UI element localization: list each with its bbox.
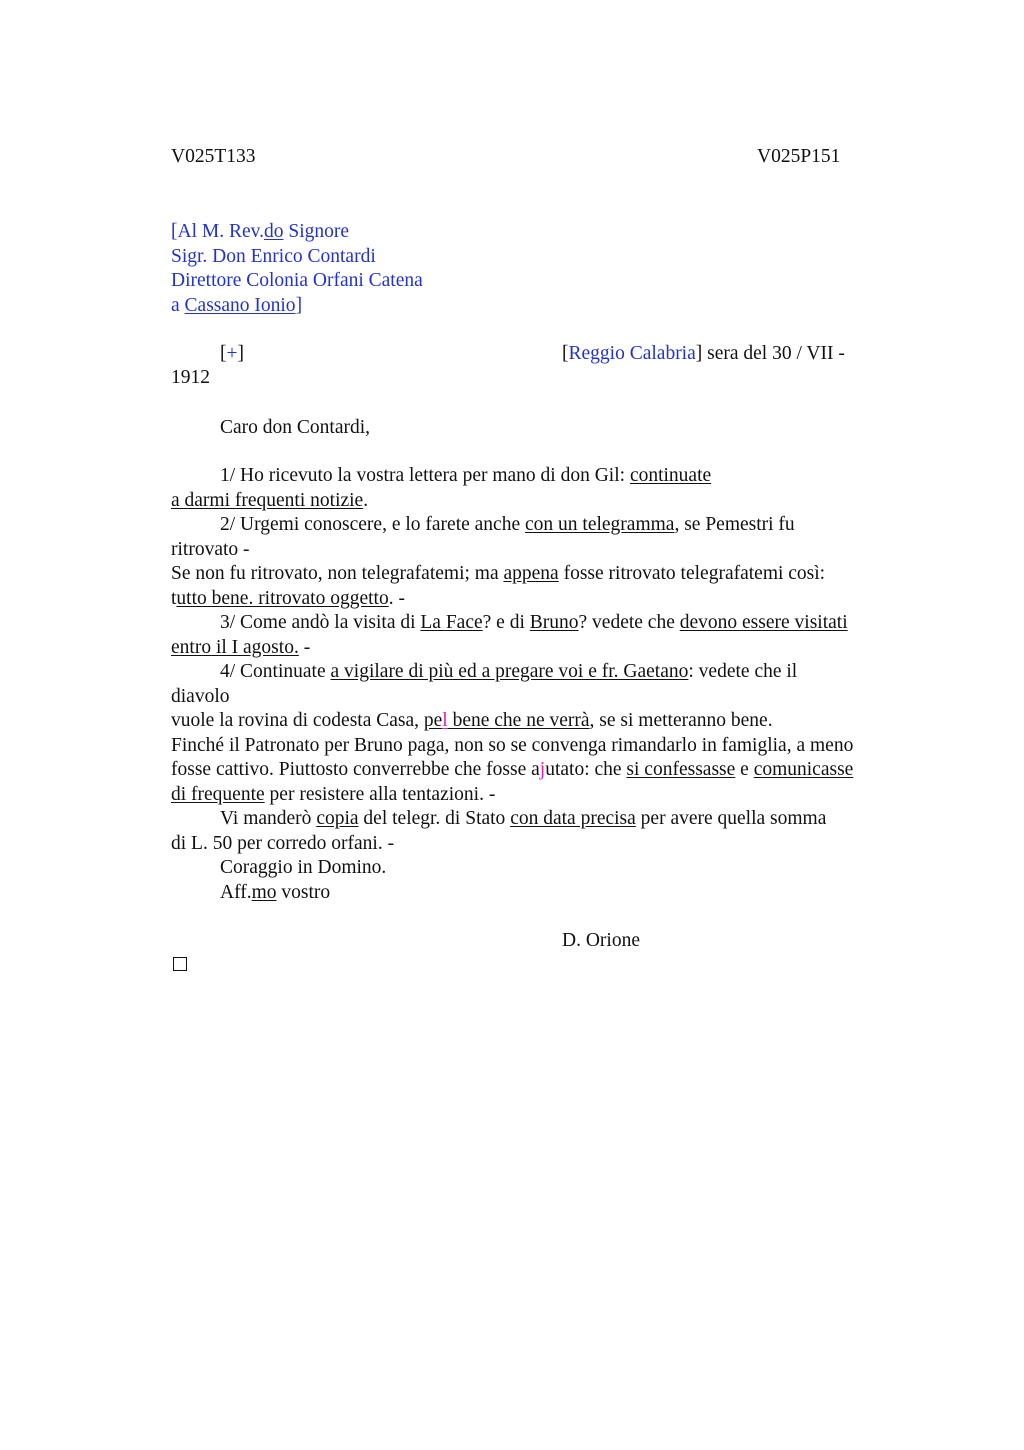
body-line: entro il I agosto. - xyxy=(171,636,311,658)
dateline-year: 1912 xyxy=(171,367,210,388)
body-line: 2/ Urgemi conoscere, e lo farete anche con un telegramma, se Pemestri fu xyxy=(220,514,795,535)
address-line-1: [Al M. Rev.do Signore xyxy=(171,221,350,242)
body-line: a darmi frequenti notizie. xyxy=(171,489,369,511)
address-line-3: Direttore Colonia Orfani Catena xyxy=(171,270,423,291)
address-line-2: Sigr. Don Enrico Contardi xyxy=(171,245,376,267)
cross-mark: [+] xyxy=(220,343,244,364)
end-box-icon xyxy=(173,957,187,971)
body-line: di L. 50 per corredo orfani. - xyxy=(171,832,395,854)
body-line: Se non fu ritrovato, non telegrafatemi; ma appena fosse ritrovato telegrafatemi così: xyxy=(171,563,826,584)
signature: D. Orione xyxy=(562,930,640,951)
recipient-address xyxy=(171,220,423,318)
body-line: Vi manderò copia del telegr. di Stato con data precisa per avere quella somma xyxy=(220,808,827,829)
body-line: di frequente per resistere alla tentazioni. - xyxy=(171,783,496,805)
body-line: 3/ Come andò la visita di La Face? e di Bruno? vedete che devono essere visitati xyxy=(220,612,848,633)
header-left-code: V025T133 xyxy=(171,146,256,167)
body-line: tutto bene. ritrovato oggetto. - xyxy=(171,587,405,609)
dateline-place: [Reggio Calabria] sera del 30 / VII - xyxy=(562,343,845,364)
body-line: ritrovato - xyxy=(171,538,250,560)
body-line: fosse cattivo. Piuttosto converrebbe che fosse ajutato: che si confessasse e comunicasse xyxy=(171,759,854,780)
closing-line: Aff.mo vostro xyxy=(220,881,331,903)
body-line: Finché il Patronato per Bruno paga, non so se convenga rimandarlo in famiglia, a meno xyxy=(171,734,854,756)
salutation: Caro don Contardi, xyxy=(220,417,371,438)
closing-line: Coraggio in Domino. xyxy=(220,857,387,878)
address-line-4: a Cassano Ionio] xyxy=(171,294,303,316)
body-line: 1/ Ho ricevuto la vostra lettera per mano di don Gil: continuate xyxy=(220,465,712,486)
body-line: diavolo xyxy=(171,685,230,707)
body-line: vuole la rovina di codesta Casa, pel bene che ne verrà, se si metteranno bene. xyxy=(171,710,773,731)
letter-body xyxy=(171,464,853,905)
body-line: 4/ Continuate a vigilare di più ed a pregare voi e fr. Gaetano: vedete che il xyxy=(220,661,798,682)
header-right-code: V025P151 xyxy=(757,146,841,167)
